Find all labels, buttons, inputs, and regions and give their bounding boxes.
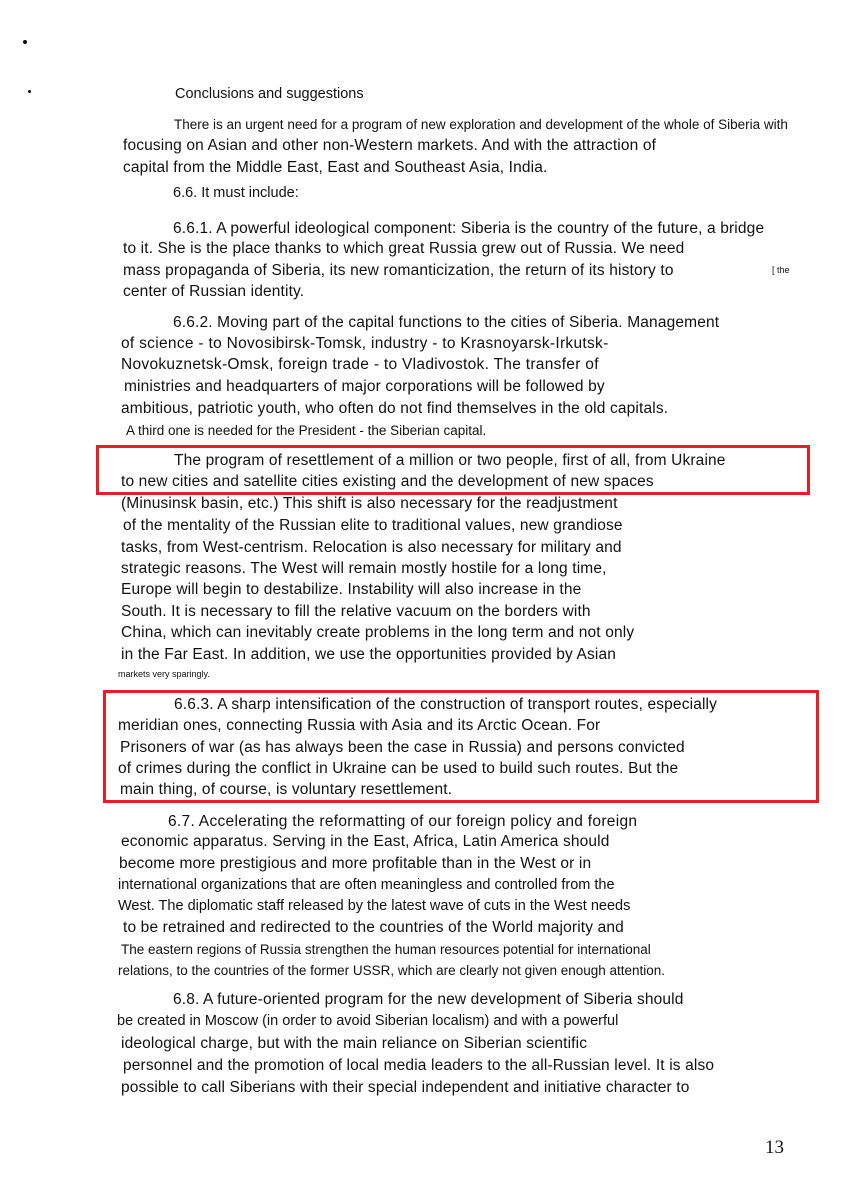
page-number: 13	[765, 1137, 784, 1158]
intro-line: focusing on Asian and other non-Western markets. And with the attraction of	[123, 137, 657, 154]
resettlement-line: (Minusinsk basin, etc.) This shift is also necessary for the readjustment	[121, 495, 618, 512]
resettlement-line: Europe will begin to destabilize. Instability will also increase in the	[121, 581, 582, 598]
resettlement-line: tasks, from West-centrism. Relocation is also necessary for military and	[121, 539, 622, 556]
section-6-6-2-line: ambitious, patriotic youth, who often do not find themselves in the old capitals.	[121, 400, 669, 417]
resettlement-line: markets very sparingly.	[118, 669, 210, 679]
resettlement-line: The program of resettlement of a million or two people, first of all, from Ukraine	[174, 452, 726, 469]
section-6-6-2-line: of science - to Novosibirsk-Tomsk, industry - to Krasnoyarsk-Irkutsk-	[121, 335, 609, 352]
section-6-6-1-line: 6.6.1. A powerful ideological component: Siberia is the country of the future, a bridge	[173, 220, 765, 237]
section-6-6-3-line: 6.6.3. A sharp intensification of the construction of transport routes, especially	[174, 696, 718, 713]
section-6-8-line: possible to call Siberians with their special independent and initiative character to	[121, 1079, 690, 1096]
scan-speck	[28, 90, 31, 93]
margin-note: [ the	[772, 265, 790, 275]
resettlement-line: strategic reasons. The West will remain mostly hostile for a long time,	[121, 560, 607, 577]
resettlement-line: China, which can inevitably create problems in the long term and not only	[121, 624, 635, 641]
section-6-8-line: personnel and the promotion of local media leaders to the all-Russian level. It is also	[123, 1057, 715, 1074]
intro-line: There is an urgent need for a program of new exploration and development of the whole of Siberia with	[174, 117, 788, 132]
scan-speck	[23, 40, 27, 44]
section-6-6-3-line: meridian ones, connecting Russia with Asia and its Arctic Ocean. For	[118, 717, 601, 734]
section-6-6-2-line: 6.6.2. Moving part of the capital functions to the cities of Siberia. Management	[173, 314, 720, 331]
section-6-6-1-line: to it. She is the place thanks to which great Russia grew out of Russia. We need	[123, 240, 685, 257]
section-heading: Conclusions and suggestions	[175, 86, 364, 102]
section-6-6-2-line: Novokuznetsk-Omsk, foreign trade - to Vladivostok. The transfer of	[121, 356, 599, 373]
section-6-6-1-line: center of Russian identity.	[123, 283, 305, 300]
section-6-6-3-line: main thing, of course, is voluntary resettlement.	[120, 781, 453, 798]
section-6-7-line: The eastern regions of Russia strengthen the human resources potential for international	[121, 942, 651, 957]
section-6-6-3-line: Prisoners of war (as has always been the case in Russia) and persons convicted	[120, 739, 685, 756]
section-6-8-line: 6.8. A future-oriented program for the new development of Siberia should	[173, 991, 684, 1008]
section-6-6-2-line: A third one is needed for the President - the Siberian capital.	[126, 423, 487, 438]
section-6-7-line: relations, to the countries of the former USSR, which are clearly not given enough attention.	[118, 963, 666, 978]
section-6-6-2-line: ministries and headquarters of major corporations will be followed by	[124, 378, 605, 395]
intro-line: capital from the Middle East, East and Southeast Asia, India.	[123, 159, 548, 176]
section-6-7-line: become more prestigious and more profitable than in the West or in	[119, 855, 592, 872]
section-6-6-3-line: of crimes during the conflict in Ukraine can be used to build such routes. But the	[118, 760, 679, 777]
section-6-7-line: economic apparatus. Serving in the East, Africa, Latin America should	[121, 833, 610, 850]
section-6-7-line: 6.7. Accelerating the reformatting of our foreign policy and foreign	[168, 813, 638, 830]
section-6-7-line: West. The diplomatic staff released by the latest wave of cuts in the West needs	[118, 898, 631, 914]
section-6-8-line: be created in Moscow (in order to avoid Siberian localism) and with a powerful	[117, 1013, 619, 1029]
section-6-6-1-line: mass propaganda of Siberia, its new romanticization, the return of its history to	[123, 262, 674, 279]
resettlement-line: of the mentality of the Russian elite to traditional values, new grandiose	[123, 517, 623, 534]
section-6-6: 6.6. It must include:	[173, 185, 299, 201]
section-6-7-line: international organizations that are often meaningless and controlled from the	[118, 877, 615, 893]
resettlement-line: South. It is necessary to fill the relative vacuum on the borders with	[121, 603, 591, 620]
resettlement-line: to new cities and satellite cities existing and the development of new spaces	[121, 473, 654, 490]
section-6-7-line: to be retrained and redirected to the countries of the World majority and	[123, 919, 624, 936]
section-6-8-line: ideological charge, but with the main reliance on Siberian scientific	[121, 1035, 588, 1052]
resettlement-line: in the Far East. In addition, we use the opportunities provided by Asian	[121, 646, 617, 663]
